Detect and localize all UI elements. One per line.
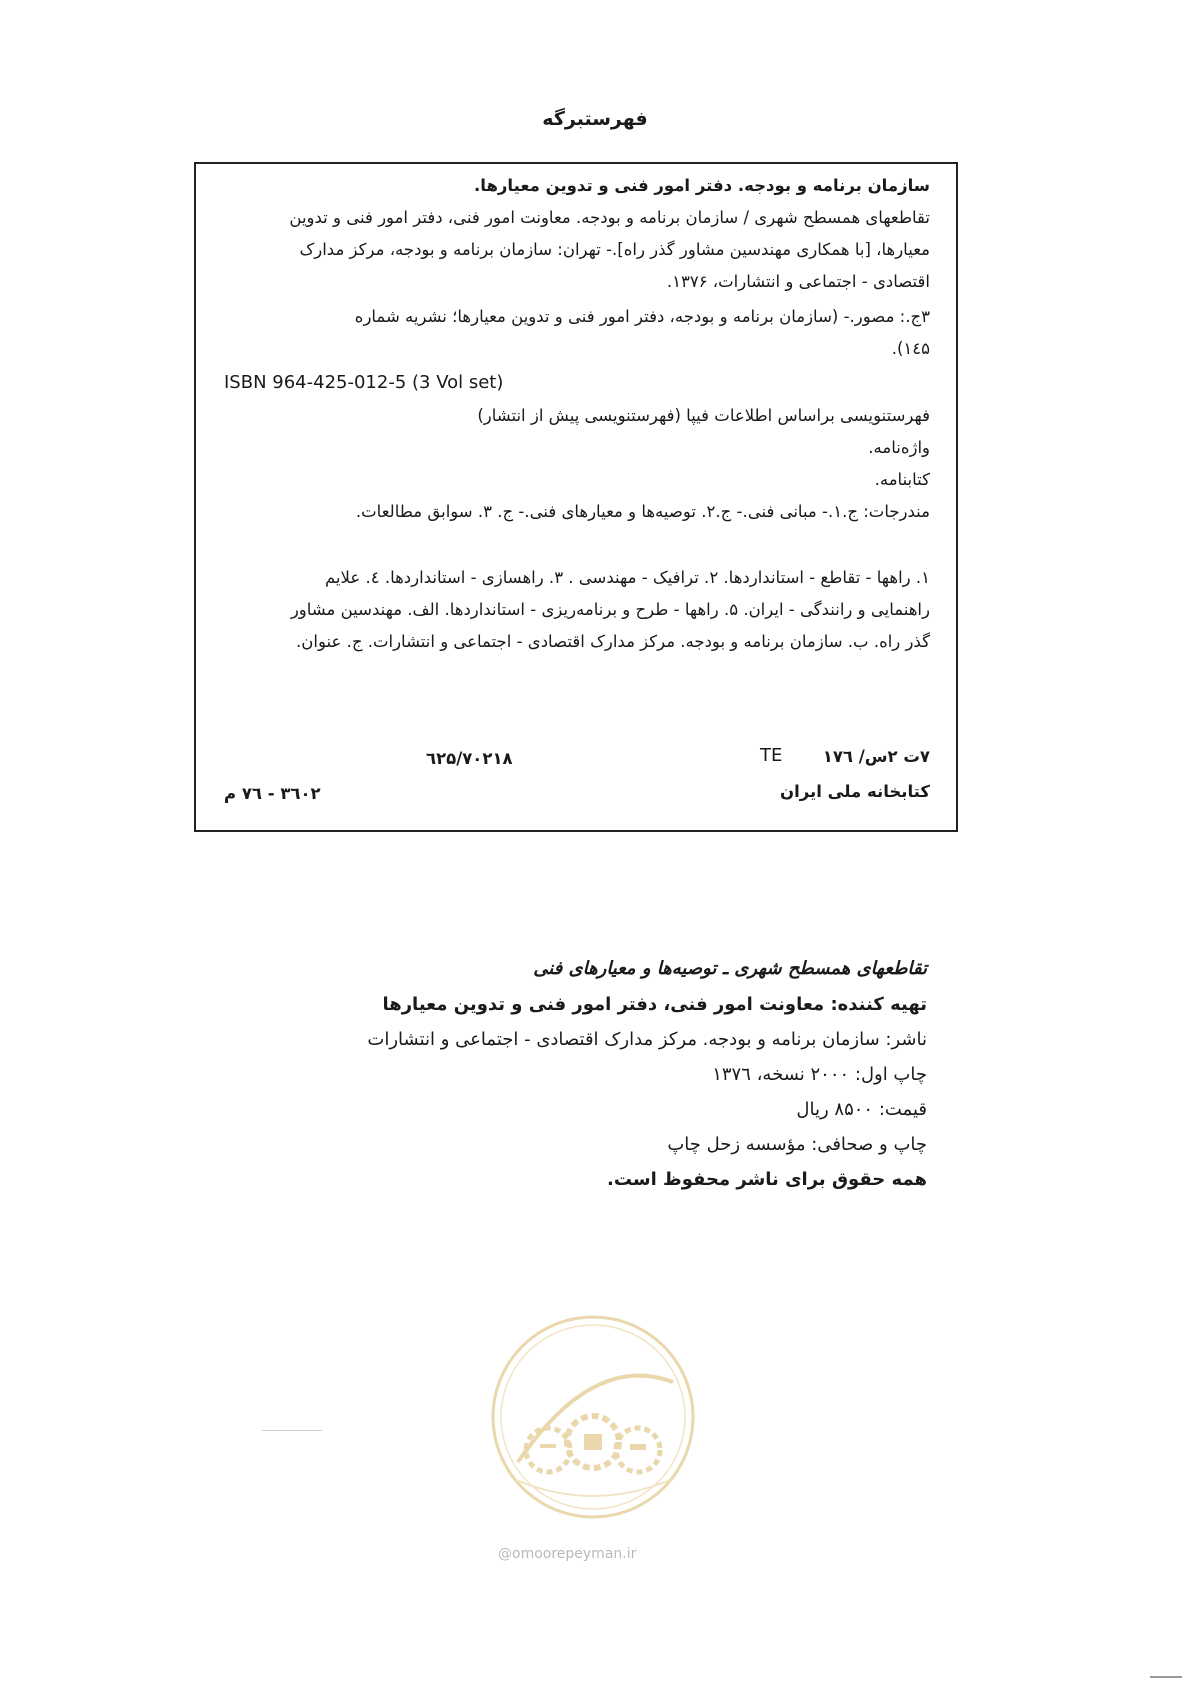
cataloging-in-publication-box	[194, 162, 958, 832]
publisher-line: ناشر: سازمان برنامه و بودجه. مرکز مدارک اقتصادی - اجتماعی و انتشارات	[367, 1029, 927, 1050]
cip-dewey-number: ٦۲۵/۷۰۲۱۸	[426, 749, 513, 768]
preparer-line: تهیه کننده: معاونت امور فنی، دفتر امور فنی و تدوین معیارها	[382, 994, 927, 1015]
omoorepeyman-logo-watermark	[488, 1312, 698, 1522]
cip-responsibility-line: معیارها، [با همکاری مهندسین مشاور گذر راه].- تهران: سازمان برنامه و بودجه، مرکز مدارک	[299, 240, 930, 259]
cip-fipa-note: فهرستنویسی براساس اطلاعات فیپا (فهرستنویسی پیش از انتشار)	[477, 406, 930, 425]
watermark-url	[498, 1546, 636, 1562]
scan-artifact-line	[262, 1430, 322, 1431]
scan-artifact-corner	[1150, 1676, 1182, 1678]
cip-bibliography-note: کتابنامه.	[874, 470, 930, 489]
edition-line: چاپ اول: ۲۰۰۰ نسخه، ۱۳۷٦	[712, 1064, 927, 1085]
cip-series-line: ۳ج.: مصور.- (سازمان برنامه و بودجه، دفتر امور فنی و تدوین معیارها؛ نشریه شماره	[354, 307, 930, 326]
printing-line: چاپ و صحافی: مؤسسه زحل چاپ	[667, 1134, 927, 1155]
watermark-url-text: omoorepeyman.ir	[512, 1546, 637, 1562]
cip-title-line: تقاطعهای همسطح شهری / سازمان برنامه و بودجه. معاونت امور فنی، دفتر امور فنی و تدوین	[289, 208, 930, 227]
cip-contents-note: مندرجات: ج.۱.- مبانی فنی.- ج.۲. توصیه‌ها و معیارهای فنی.- ج. ۳. سوابق مطالعات.	[355, 502, 930, 521]
cip-corporate-author: سازمان برنامه و بودجه. دفتر امور فنی و تدوین معیارها.	[474, 176, 930, 195]
cip-subjects-line-3: گذر راه. ب. سازمان برنامه و بودجه. مرکز مدارک اقتصادی - اجتماعی و انتشارات. ج. عنوان.	[296, 632, 930, 651]
cip-isbn: ISBN 964-425-012-5 (3 Vol set)	[224, 372, 504, 393]
cip-subjects-line-1: ۱. راهها - تقاطع - استانداردها. ۲. ترافیک - مهندسی . ۳. راهسازی - استانداردها. ٤. علایم	[324, 568, 930, 587]
price-line: قیمت: ۸۵۰۰ ریال	[796, 1099, 927, 1120]
cip-national-library: کتابخانه ملی ایران	[780, 782, 930, 801]
at-sign-icon: @	[498, 1546, 512, 1562]
cip-subjects-line-2: راهنمایی و رانندگی - ایران. ۵. راهها - طرح و برنامه‌ریزی - استانداردها. الف. مهندسین مشاور	[290, 600, 930, 619]
cip-publication-line: اقتصادی - اجتماعی و انتشارات، ۱۳۷۶.	[666, 272, 930, 291]
cip-series-number: ۱٤۵).	[891, 339, 930, 358]
cip-record-number: ۳٦۰۲ - ۷٦ م	[224, 784, 321, 803]
book-title: تقاطعهای همسطح شهری ـ توصیه‌ها و معیارهای فنی	[533, 958, 927, 979]
cip-lc-classification: ۷ت ۲س/ ۱۷٦	[822, 747, 930, 766]
cip-lc-te: TE	[760, 745, 783, 766]
rights-line: همه حقوق برای ناشر محفوظ است.	[607, 1169, 927, 1190]
page-heading: فهرستبرگه	[542, 108, 648, 130]
cip-glossary-note: واژه‌نامه.	[868, 438, 930, 457]
